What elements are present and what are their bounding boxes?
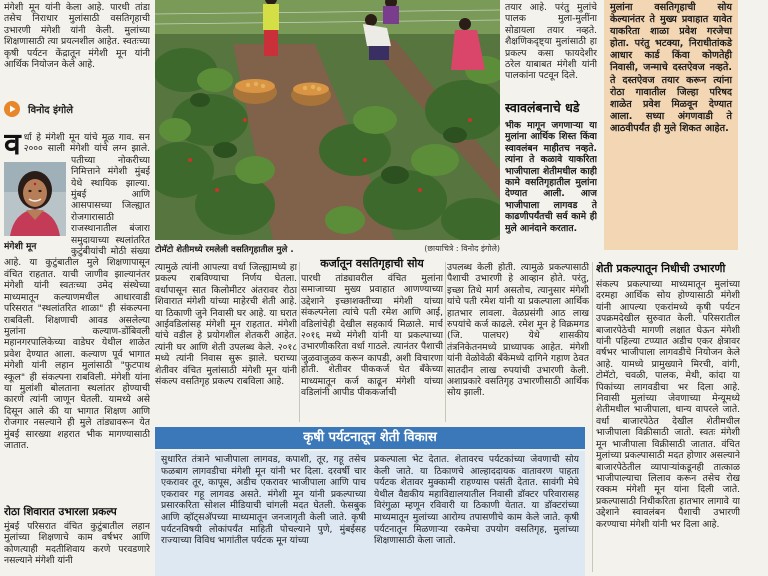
tomato-basket-2 <box>291 83 331 107</box>
column-divider <box>445 262 446 422</box>
section-heading-loan: कर्जातून वसतिगृहाची सोय <box>320 257 424 270</box>
lower-column-b <box>301 257 443 423</box>
tomato-field-photo <box>155 0 500 240</box>
play-arrow-icon <box>4 101 20 117</box>
intro-paragraph: मंगेशी मून यांनी केला आहे. पारधी तांडा तसेच निराधार मुलांसाठी वसतिगृहाची उभारणी मंगेशी यांनी केली. मुलांच्या शिक्षणासाठी त्या प्रयत्नशील आहेत. स्वतःच्या कृषी पर्यटन केंद्रातून मंगेशी मून यांनी आर्थिक नियोजन केले आहे. <box>4 2 150 71</box>
agro-tourism-right-text: प्रकल्पाला भेट देतात. शेतावरच पर्यटकांच्या जेवणाची सोय केली जाते. या ठिकाणचे आल्हाददायक वातावरण पाहता पर्यटक शेतावर मुक्कामी राहण्यास पसंती देतात. सावंगी मेघे येथील वैद्यकीय महाविद्यालयातील निवासी डॉक्टर परिवारासह विरंगुळा म्हणून रविवारी या ठिकाणी येतात. या डॉक्टरांच्या माध्यमातून मुलांच्या आरोग्य तपासणीचे काम केले जाते. कृषी पर्यटनातून मिळणाऱ्या रकमेचा उपयोग वसतिगृह, मुलांच्या शिक्षणासाठी केला जातो. <box>374 454 579 547</box>
drop-cap: व <box>4 132 21 162</box>
highlight-box <box>604 0 738 250</box>
agro-tourism-banner: कृषी पर्यटनातून शेती विकास <box>155 427 585 449</box>
lead-text: र्धा हे मंगेशी मून यांचे मूळ गाव. सन २००० साली मंगेशी यांचे लग्न झाले. पतीच्या नोकरीच्या निमित्ताने मंगेशी मुंबई येथे स्थायिक झाल्या. मुंबई आणि आसपासच्या जिल्ह्यात रोजगारासाठी राजस्थानातील बंजारा समुदायाच्या स्थलांतरित कुटुंबीयांची मोठी संख्या आहे. या कुटुंबातील मुले शिक्षणापासून वंचित राहतात. याची जाणीव झाल्यानंतर मंगेशी यांनी स्वतःच्या उमेद संस्थेच्या माध्यमातून कल्याणमधील आधारवाडी परिसरात "स्थलांतरित शाळा" ही संकल्पना राबविली. शिक्षणाची आवड असलेल्या मुलांना कल्याण-डोंबिवली महानगरपालिकेच्या वाडेघर येथील शाळेत प्रवेश देण्यात आला. कल्याण पूर्व भागात मंगेशी यांनी लहान मुलांसाठी "फुटपाथ स्कूल" ही संकल्पना राबविली. मंगेशी यांना या मुलांशी बोलताना स्थलांतर होण्याची कारणे त्यांनी जाणून घेतली. यामध्ये असे दिसून आले की या भागात शिक्षण आणि रोजगार नसल्याने ही मुले तांड्यावरून येत मुंबई सारख्या शहरात भीक मागण्यासाठी जातात. <box>4 132 150 451</box>
left-column <box>4 0 150 576</box>
parents-paragraph: तयार आहे. परंतु मुलांचे पालक मुला-मुलींना सोडायला तयार नव्हते. शैक्षणिकदृष्ट्या मुलांसाठी हा प्रकल्प कसा फायदेशीर ठरेल याबाबत मंगेशी यांनी पालकांना पटवून दिले. <box>505 2 597 82</box>
child-purple-top <box>383 0 399 24</box>
lower-column-d-text: संकल्प प्रकल्पाच्या माध्यमातून मुलांच्या दरमहा आर्थिक सोय होण्यासाठी मंगेशी यांनी आपल्या एकरांमध्ये कृषी पर्यटन उपक्रमदेखील सुरुवात केली. परिसरातील बाजारपेठेची मागणी लक्षात घेऊन मंगेशी यांनी पहिल्या टप्प्यात अडीच एकर क्षेत्रावर वर्षभर भाजीपाला लागवडीचे नियोजन केले आहे. यामध्ये प्रामुख्याने मिरची, वांगी, टोमॅटो, चवळी, पालक, मेथी, कांदा या पिकांच्या लागवडीचा भर दिला आहे. निवासी मुलांच्या जेवणाच्या मेन्यूमध्ये शेतीमधील भाजीपाला, धान्य वापरले जाते. वर्धा बाजारपेठेत देखील शेतीमधील भाजीपाला विक्रीसाठी जातो. स्वतः मंगेशी मून भाजीपाला विक्रीसाठी जातात. वंचित मुलांच्या प्रकल्पासाठी मदत होणार असल्याने बाजारपेठेतील व्यापाऱ्यांकडूनही तात्काळ भाजीपाल्याचा लिलाव करून तसेच रोख रक्कम मंगेशी मून यांना दिली जाते. प्रकल्पासाठी निधीकरिता हातभार लागावे या उद्देशाने स्वावलंबन पैशाची उभारणी करण्याचा मंगेशी यांनी भर दिला आहे. <box>596 279 740 530</box>
column-divider <box>592 262 593 572</box>
agro-tourism-left-text: सुधारित तंत्राने भाजीपाला लागवड, कपाशी, तूर, गहू तसेच फळबाग लागवडीचा मंगेशी मून यांनी भर दिला. दरवर्षी चार एकरावर तूर, कापूस, अडीच एकरावर भाजीपाला आणि पाच एकरावर गहू लागवड असते. मंगेशी मून यांनी प्रकल्पाच्या प्रसारकरिता सोशल मीडियाची चांगली मदत घेतली. फेसबुक आणि व्हॉट्सअ‍ॅपच्या माध्यमातून जनजागृती केली जाते. कृषी पर्यटनविषयी लोकांपर्यंत माहिती पोचल्याने पुणे, मुंबईसह राज्याच्या विविध भागांतील पर्यटक मून यांच्या <box>161 454 366 547</box>
highlight-box-text: मुलांना वसतिगृहाची सोय केल्यानंतर ते मुख्य प्रवाहात यावेत याकरिता शाळा प्रवेश गरजेचा होता. परंतु भटक्या, निराधीतांकडे आधार कार्ड किंवा कोणतेही निवासी, जन्माचे दस्तऐवज नव्हते. ते दस्तऐवज तयार करून त्यांना रोठा गावातील जिल्हा परिषद शाळेत प्रवेश मिळवून देण्यात आला. सध्या अंगणवाडी ते आठवीपर्यंत ही मुले शिकत आहेत. <box>610 2 732 134</box>
right-of-photo-column <box>505 0 597 252</box>
lower-column-c <box>447 262 589 422</box>
child-yellow-shirt <box>263 0 279 56</box>
lower-column-c-text: उपलब्ध केली होती. त्यामुळे प्रकल्पासाठी पैशाची उभारणी हे आव्हान होते. परंतु, इच्छा तिथे मार्ग असतोच, त्यानुसार मंगेशी यांचे पती रमेश यांनी या प्रकल्पाला आर्थिक हातभार लावला. वेळप्रसंगी आठ लाख रुपयांचे कर्ज काढले. रमेश मून हे विक्रमगड (जि. पालघर) येथे शासकीय तंत्रनिकेतनमध्ये प्राध्यापक आहेत. मंगेशी यांनी वेळोवेळी बँकेमध्ये दागिने गहाण ठेवत सातदीन लाख रुपयांची उभारणी केली. अशाप्रकारे वसतिगृह उभारणीसाठी आर्थिक सोय झाली. <box>447 262 589 399</box>
lower-column-d <box>596 262 740 576</box>
lower-column-a-text: त्यामुळे त्यांनी आपल्या वर्धा जिल्ह्यामध्ये हा प्रकल्प राबविण्याचा निर्णय घेतला. वर्धापासून सात किलोमीटर अंतरावर रोठा शिवारात मंगेशी यांच्या माहेरची शेती आहे. या ठिकाणी जुने निवासी घर आहे. या घरात आईवडिलांसह मंगेशी मून राहतात. मंगेशी यांचे वडील हे प्रयोगशील शेतकरी आहेत. त्यांनी घर आणि शेती उपलब्ध केले. २०१८ मध्ये त्यांनी निवास सुरू झाले. घराच्या शेतीवर वंचित मुलांसाठी मंगेशी मून यांनी संकल्प वसतिगृह प्रकल्प राबविला आहे. <box>155 262 297 388</box>
column-divider <box>299 262 300 422</box>
portrait-figure <box>4 162 66 253</box>
section-heading-funds: शेती प्रकल्पातून निधीची उभारणी <box>596 262 726 275</box>
tomato-basket-1 <box>233 79 277 104</box>
lower-column-b-text: पारधी तांड्यावरील वंचित मुलांना समाजाच्या मुख्य प्रवाहात आणण्याच्या उद्देशाने इच्छाशक्तीच्या मंगेशी यांच्या संकल्पनेला त्यांचे पती रमेश आणि आई, वडिलांचेही देखील सहकार्य मिळाले. मार्च २०१६ मध्ये मंगेशी यांनी या प्रकल्पाच्या उभारणीकरिता वर्धा गाठले. त्यानंतर पैशाची जुळवाजुळव करून कापडी, अशी विचारणा होती. शेतीवर पीककर्ज घेत बँकेच्या माध्यमातून कर्ज काढून मंगेशी यांच्या वडिलांनी आपीड पीककर्जाची <box>301 273 443 399</box>
lead-paragraph <box>4 132 150 502</box>
photo-caption-row <box>155 242 500 255</box>
photo-caption: टोमॅटो शेतीमध्ये रमलेली वसतिगृहातील मुले . <box>155 244 294 255</box>
section-heading-swavalamban: स्वावलंबनाचे धडे <box>505 100 580 115</box>
main-photo <box>155 0 500 240</box>
section-text-rotha: मुंबई परिसरात वंचित कुटुंबातील लहान मुलांच्या शिक्षणाचे काम वर्षभर आणि कोणत्याही मदतीशिवाय करणे परवडणारे नसल्याने मंगेशी यांनी <box>4 521 150 567</box>
portrait-photo <box>4 162 66 236</box>
byline-author: विनोद इंगोले <box>28 105 73 116</box>
swavalamban-text: भीक मागून जगणाऱ्या या मुलांना आर्थिक शिस्त किंवा स्वावलंबन माहीतच नव्हते. त्यांना ते कळावे याकरिता भाजीपाला शेतीमधील काही कामे वसतिगृहातील मुलांना देण्यात आली. आज भाजीपाला लागवड ते काढणीपर्यंतची सर्व कामे ही मुले आनंदाने करतात. <box>505 120 597 234</box>
agro-tourism-box <box>155 451 585 576</box>
byline <box>4 100 73 118</box>
section-heading-rotha: रोठा शिवारात उभारला प्रकल्प <box>4 506 117 518</box>
lower-column-a <box>155 262 297 422</box>
portrait-caption: मंगेशी मून <box>4 242 37 253</box>
photo-credit: (छायाचित्रे : विनोद इंगोले) <box>424 244 500 253</box>
